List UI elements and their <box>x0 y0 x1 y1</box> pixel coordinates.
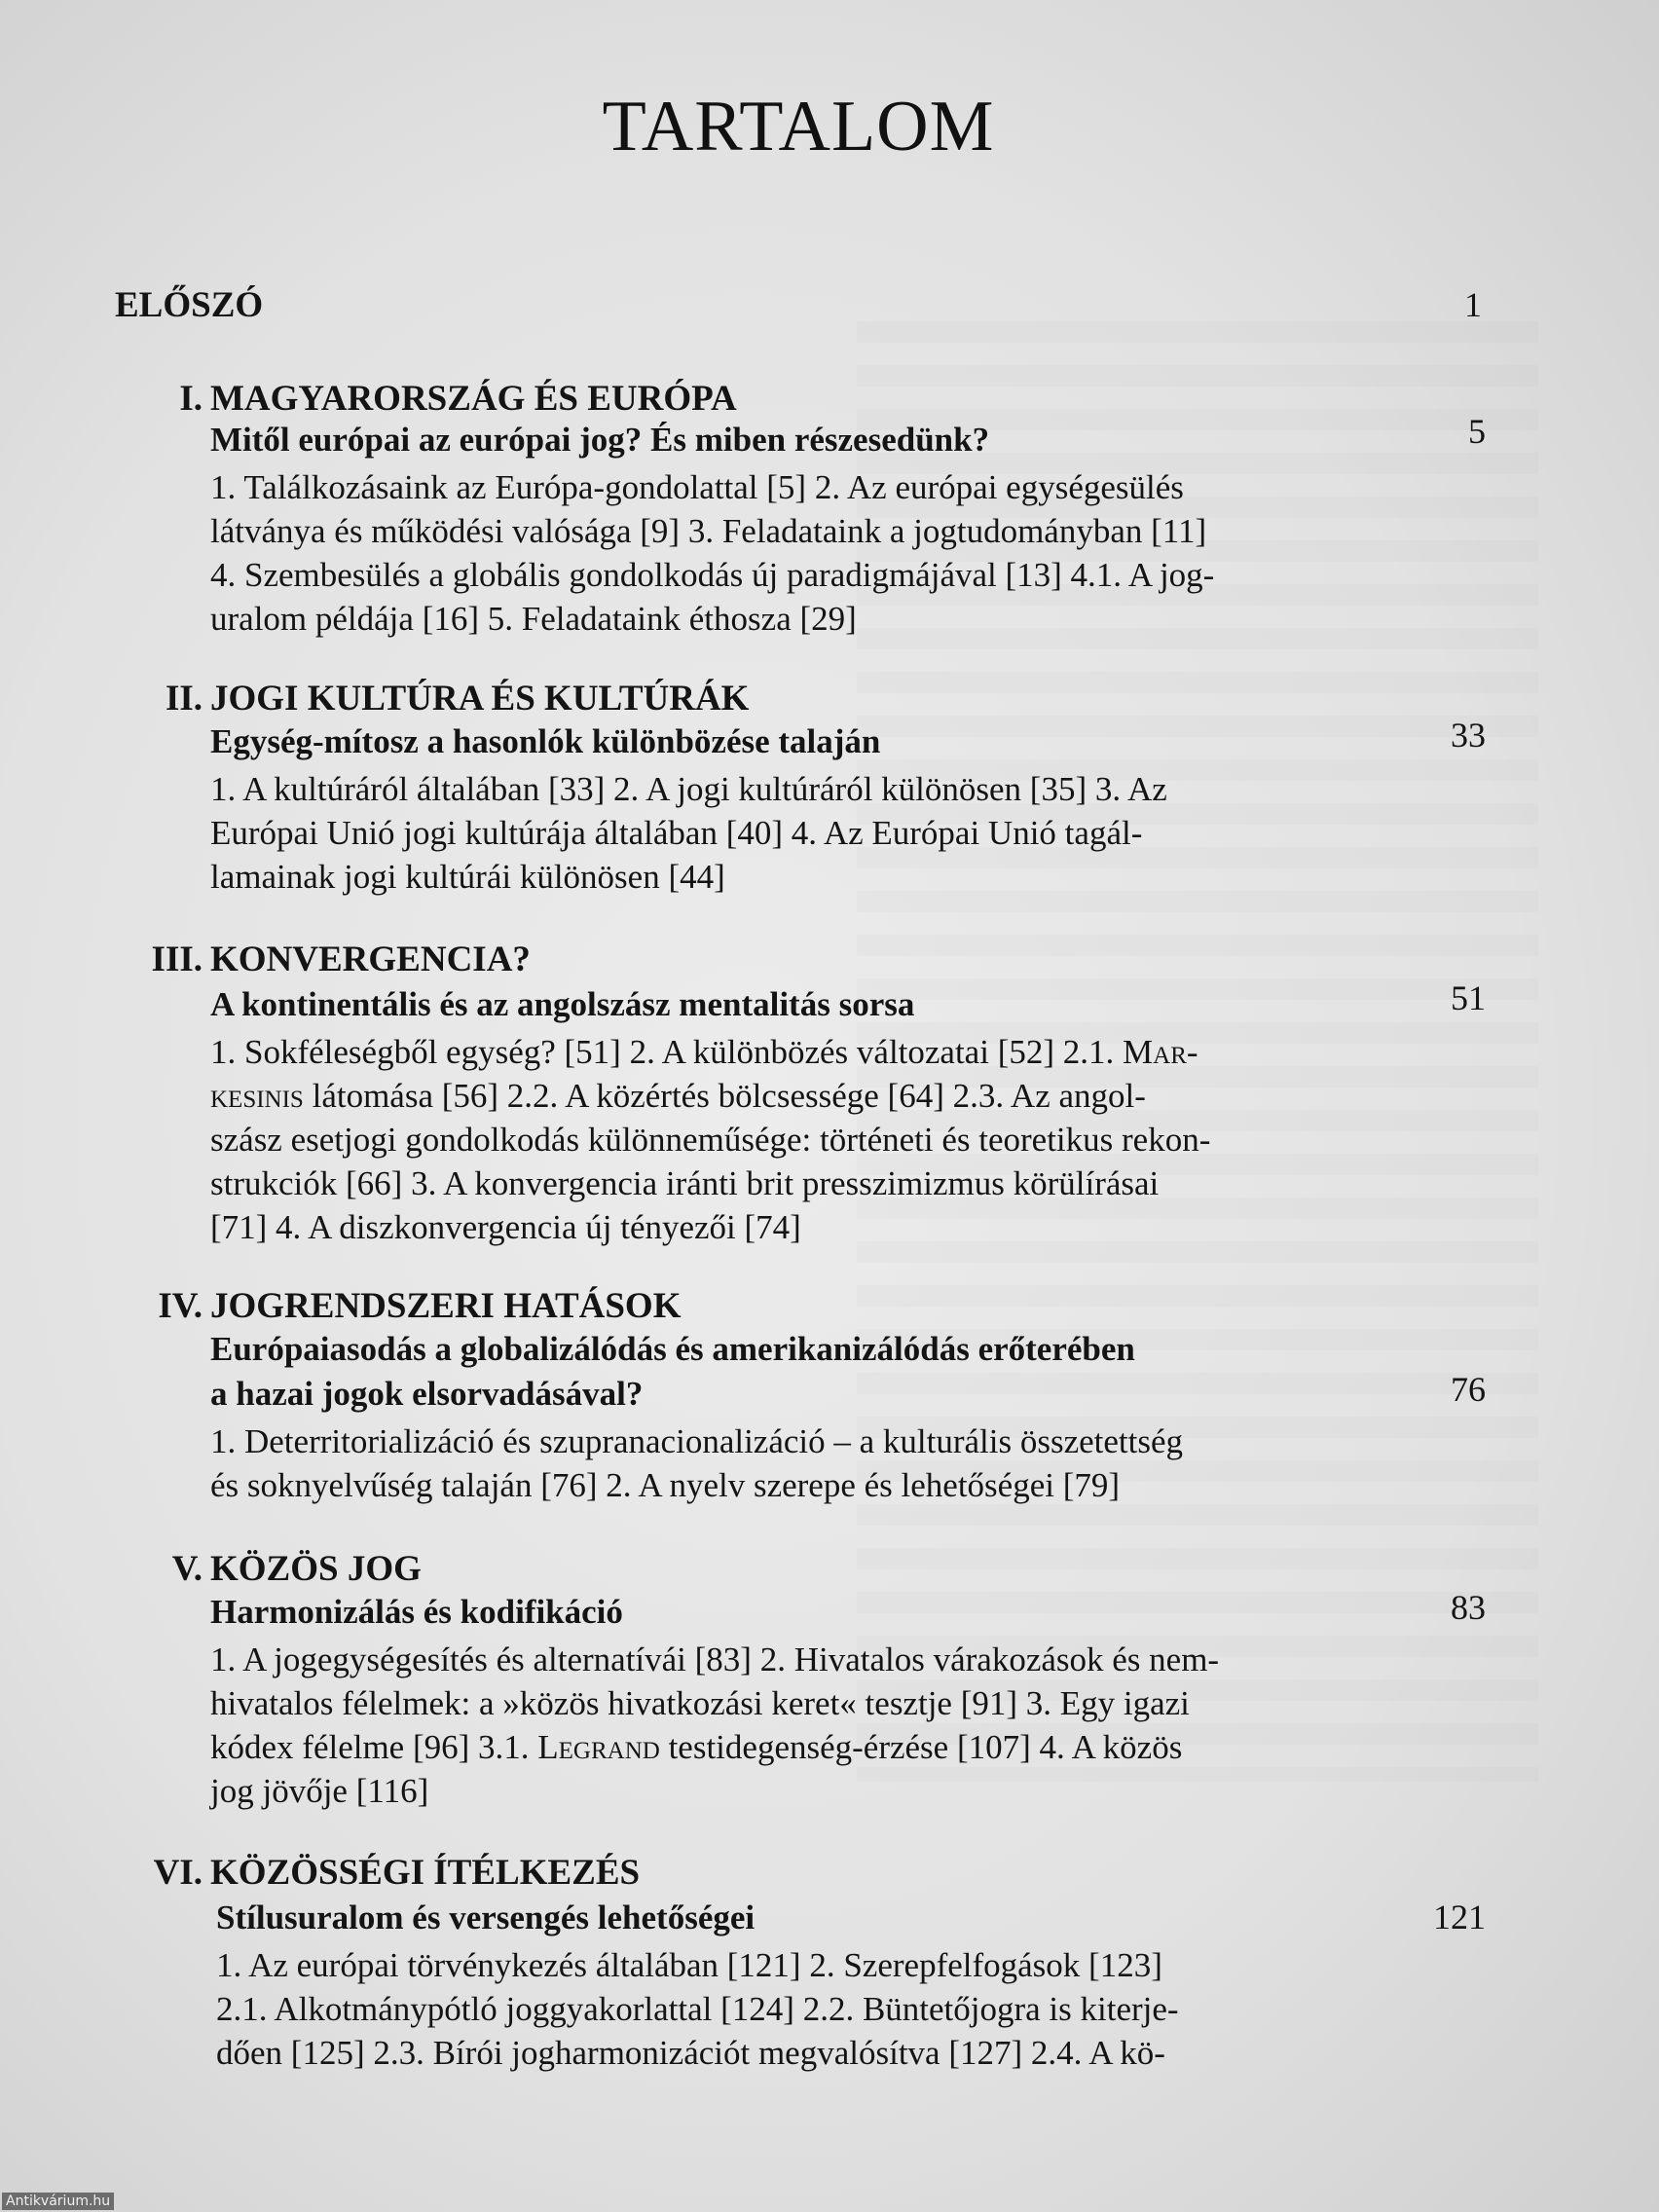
section-page-number: 33 <box>1451 716 1486 755</box>
contents-line: 1. Találkozásaink az Európa-gondolattal [5] 2. Az európai egységesülés <box>210 468 1184 506</box>
section-numeral: V. <box>171 1549 203 1589</box>
section-subtitle: A kontinentális és az angolszász mentalitás sorsa <box>210 985 915 1023</box>
contents-line: látványa és működési valósága [9] 3. Feladataink a jogtudományban [11] <box>210 512 1207 550</box>
contents-line: jog jövője [116] <box>210 1772 429 1810</box>
section-subtitle: Harmonizálás és kodifikáció <box>210 1593 623 1631</box>
section-numeral: VI. <box>153 1853 203 1893</box>
section-subtitle: Stílusuralom és versengés lehetőségei <box>216 1899 756 1936</box>
contents-line: dően [125] 2.3. Bírói jogharmonizációt megvalósítva [127] 2.4. A kö- <box>216 2034 1165 2072</box>
section-heading: JOGRENDSZERI HATÁSOK <box>210 1286 682 1326</box>
section-contents <box>210 1030 1379 1249</box>
contents-line: szász esetjogi gondolkodás különneműsége: történeti és teoretikus rekon- <box>210 1121 1211 1159</box>
contents-line: 1. Az európai törvénykezés általában [121] 2. Szerepfelfogások [123] <box>216 1946 1162 1984</box>
watermark: Antikvárium.hu <box>2 2193 114 2210</box>
contents-line: 1. Deterritorializáció és szupranacionalizáció – a kulturális összetettség <box>210 1422 1184 1460</box>
contents-line: Európai Unió jogi kultúrája általában [40] 4. Az Európai Unió tagál- <box>210 814 1143 852</box>
section-contents <box>210 465 1379 641</box>
section-subtitle: Európaiasodás a globalizálódás és amerikanizálódás erőterében <box>210 1330 1135 1368</box>
section-heading: KONVERGENCIA? <box>210 940 531 979</box>
section-subtitle: Egység-mítosz a hasonlók különbözése talaján <box>210 722 881 760</box>
section-numeral: II. <box>165 679 203 719</box>
section-subtitle-continued: a hazai jogok elsorvadásával? <box>210 1375 644 1413</box>
contents-line: [71] 4. A diszkonvergencia új tényezői [74] <box>210 1208 801 1246</box>
preface-label: ELŐSZÓ <box>115 285 264 325</box>
section-page-number: 83 <box>1451 1588 1486 1627</box>
contents-line: hivatalos félelmek: a »közös hivatkozási keret« tesztje [91] 3. Egy igazi <box>210 1684 1190 1722</box>
section-contents <box>216 1943 1384 2075</box>
contents-line: és soknyelvűség talaján [76] 2. A nyelv szerepe és lehetőségei [79] <box>210 1466 1121 1504</box>
section-page-number: 76 <box>1451 1370 1486 1409</box>
section-heading: MAGYARORSZÁG ÉS EURÓPA <box>210 379 737 419</box>
contents-line: 4. Szembesülés a globális gondolkodás új paradigmájával [13] 4.1. A jog- <box>210 556 1215 594</box>
contents-line: 1. A jogegységesítés és alternatívái [83] 2. Hivatalos várakozások és nem- <box>210 1641 1220 1678</box>
section-contents <box>210 1638 1379 1813</box>
page-title: TARTALOM <box>602 87 995 166</box>
section-heading: KÖZÖS JOG <box>210 1549 422 1589</box>
section-heading: JOGI KULTÚRA ÉS KULTÚRÁK <box>210 679 750 719</box>
section-numeral: III. <box>151 940 203 979</box>
section-page-number: 51 <box>1451 978 1486 1017</box>
preface-page-number: 1 <box>1464 285 1482 324</box>
section-page-number: 5 <box>1468 412 1486 451</box>
contents-line: kesinis látomása [56] 2.2. A közértés bölcsessége [64] 2.3. Az angol- <box>210 1077 1146 1115</box>
contents-line: lamainak jogi kultúrái különösen [44] <box>210 858 725 896</box>
contents-line: kódex félelme [96] 3.1. Legrand testidegenség-érzése [107] 4. A közös <box>210 1728 1183 1766</box>
section-contents <box>210 1419 1379 1507</box>
contents-line: 1. Sokféleségből egység? [51] 2. A különbözés változatai [52] 2.1. Mar- <box>210 1033 1198 1071</box>
section-heading: KÖZÖSSÉGI ÍTÉLKEZÉS <box>210 1853 641 1893</box>
contents-line: uralom példája [16] 5. Feladataink éthosza [29] <box>210 600 857 638</box>
toc-entry-preface[interactable] <box>115 284 1482 326</box>
section-subtitle: Mitől európai az európai jog? És miben részesedünk? <box>210 421 990 459</box>
contents-line: strukciók [66] 3. A konvergencia iránti brit presszimizmus körülírásai <box>210 1164 1160 1202</box>
section-page-number: 121 <box>1433 1898 1486 1936</box>
contents-line: 1. A kultúráról általában [33] 2. A jogi kultúráról különösen [35] 3. Az <box>210 770 1167 808</box>
contents-line: 2.1. Alkotmánypótló joggyakorlattal [124] 2.2. Büntetőjogra is kiterje- <box>216 1990 1179 2028</box>
section-numeral: I. <box>179 379 203 419</box>
section-numeral: IV. <box>158 1286 203 1326</box>
section-contents <box>210 767 1379 899</box>
